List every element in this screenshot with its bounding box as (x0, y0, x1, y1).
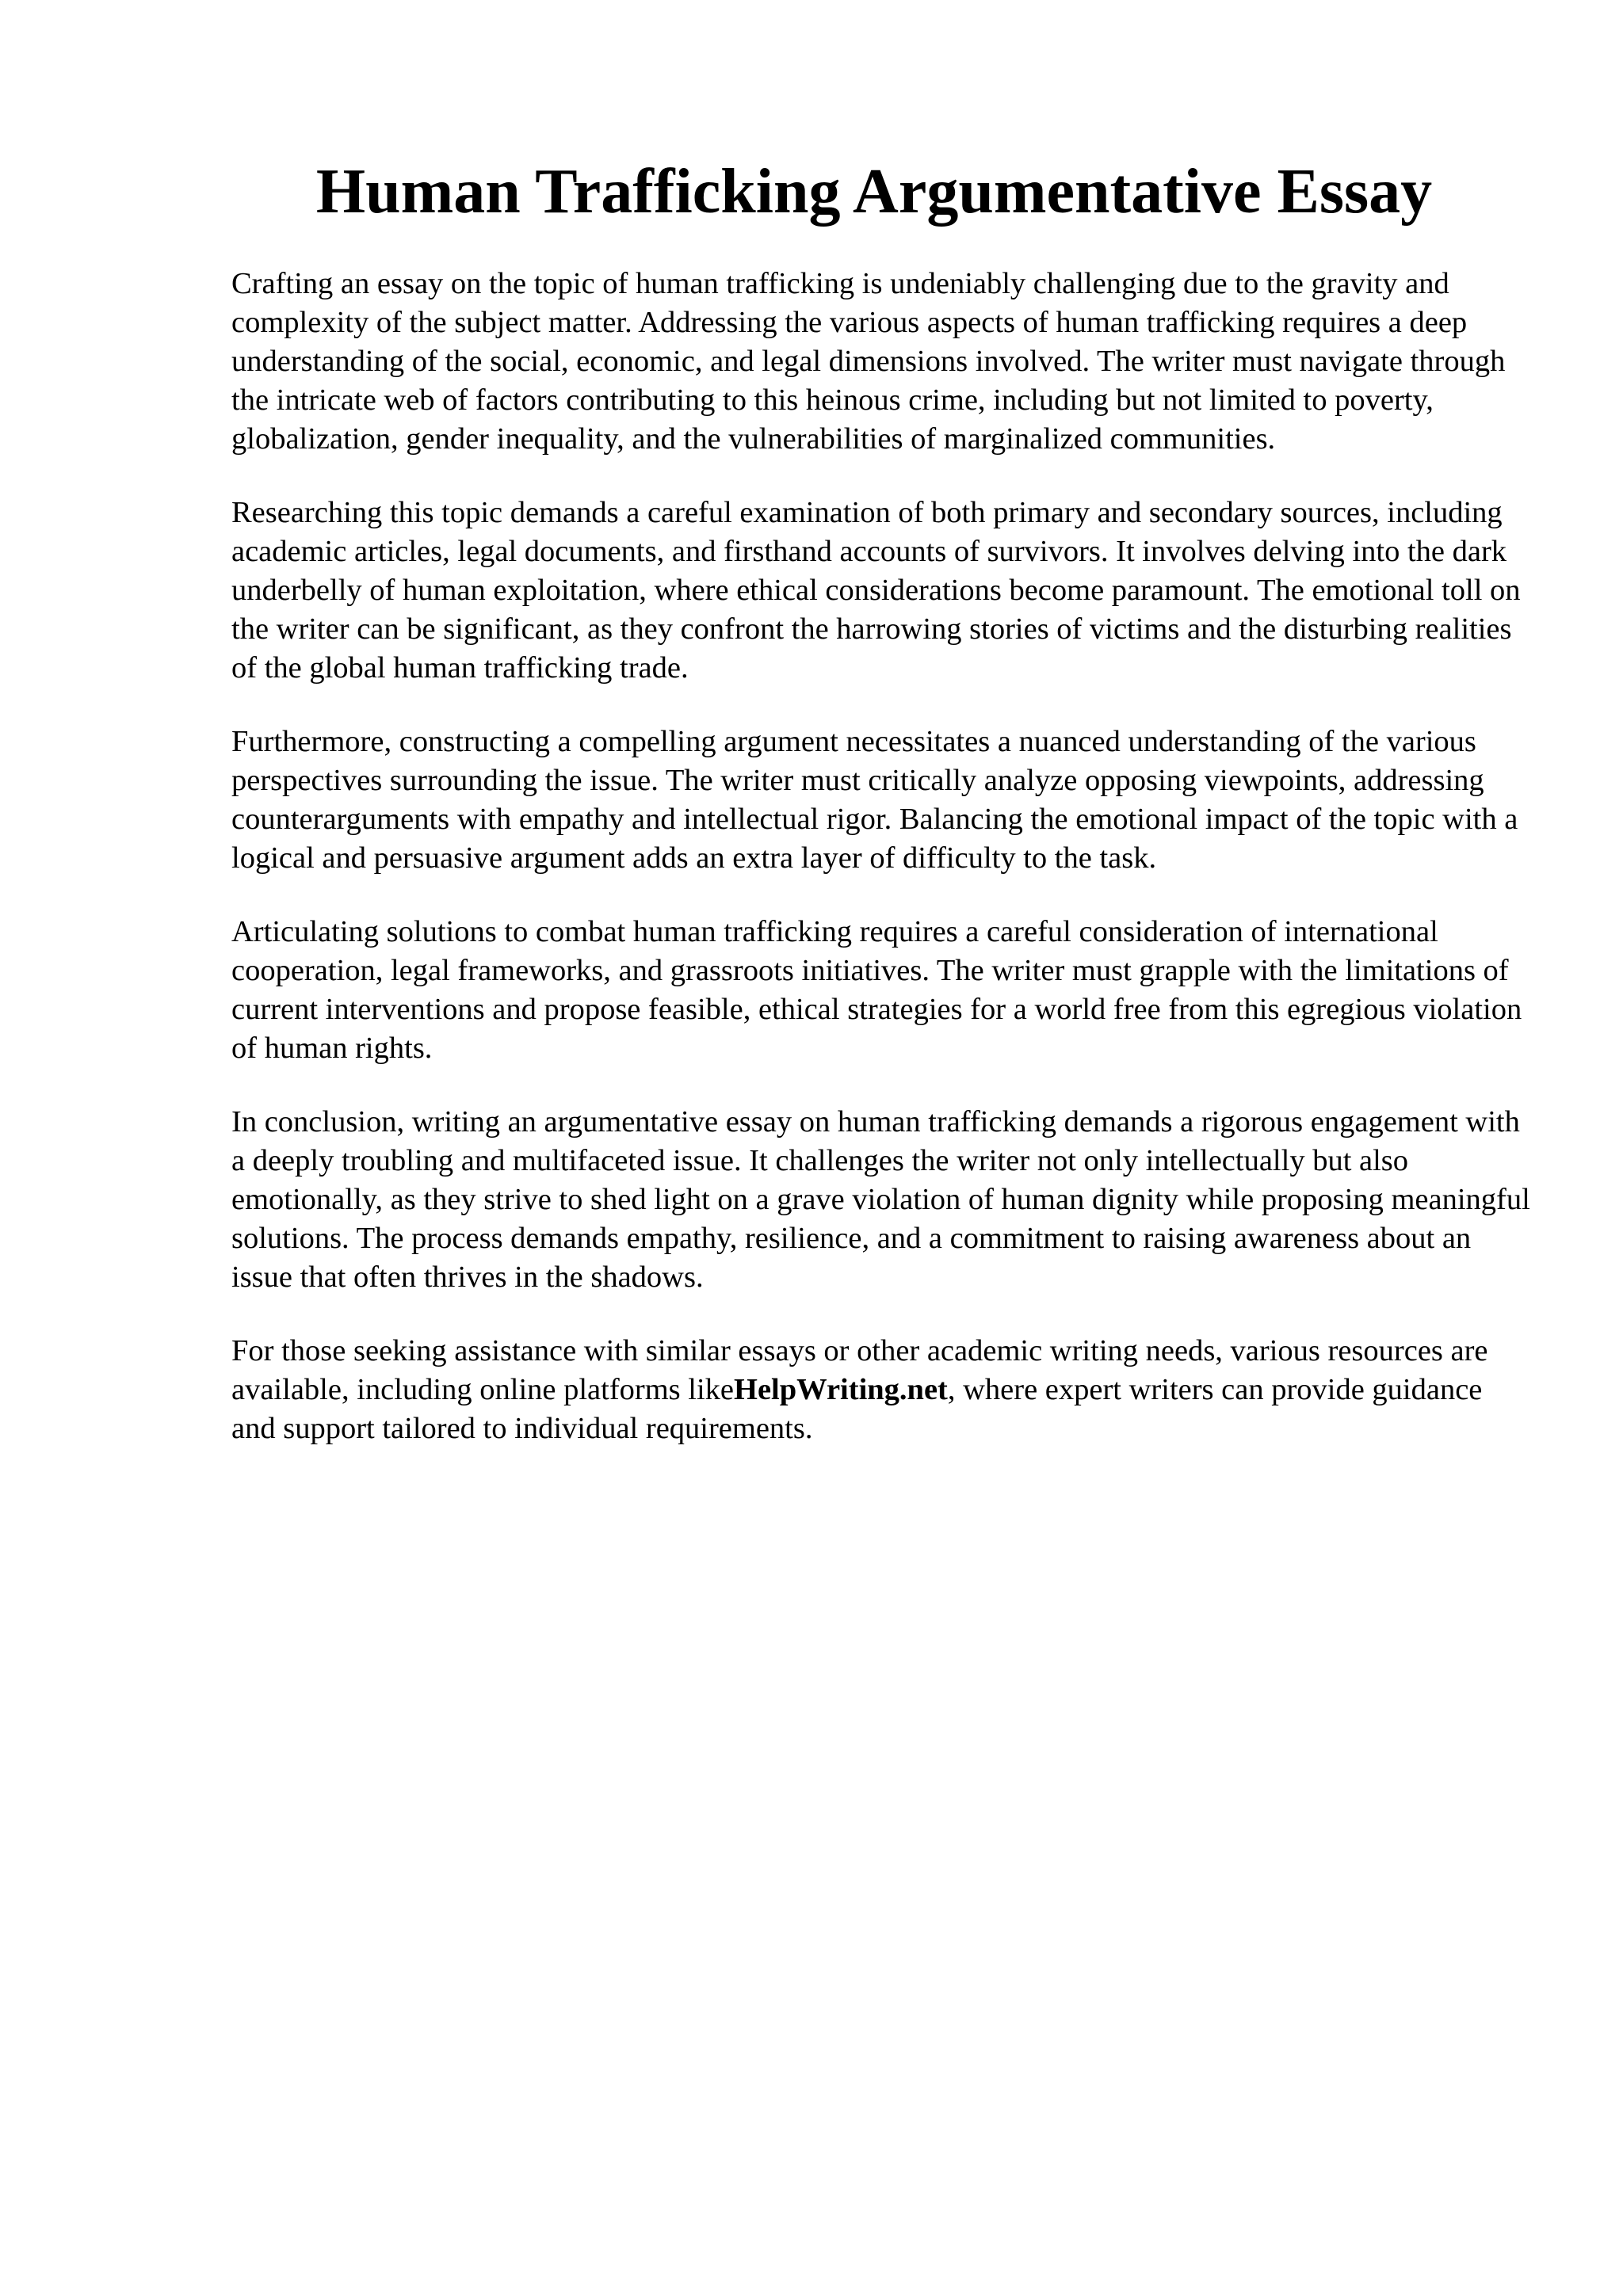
closing-text-after: , where expert writers can provide guidance and support tailored to individual requirements. (231, 1373, 1483, 1445)
paragraph-3: Furthermore, constructing a compelling argument necessitates a nuanced understanding of the various perspectives surrounding the issue. The writer must critically analyze opposing viewpoints, addressing counterarguments with empathy and intellectual rigor. Balancing the emotional impact of the topic with a logical and persuasive argument adds an extra layer of difficulty to the task. (231, 725, 1518, 875)
helpwriting-link[interactable]: HelpWriting.net (734, 1373, 948, 1406)
paragraph-5: In conclusion, writing an argumentative essay on human trafficking demands a rigorous engagement with a deeply troubling and multifaceted issue. It challenges the writer not only intellectually but also emotionally, as they strive to shed light on a grave violation of human dignity while proposing meaningful solutions. The process demands empathy, resilience, and a commitment to raising awareness about an issue that often thrives in the shadows. (231, 1105, 1530, 1294)
paragraph-2: Researching this topic demands a careful examination of both primary and secondary sources, including academic articles, legal documents, and firsthand accounts of survivors. It involves delving into the dark underbelly of human exploitation, where ethical considerations become paramount. The emotional toll on the writer can be significant, as they confront the harrowing stories of victims and the disturbing realities of the global human trafficking trade. (231, 496, 1521, 685)
document-title: Human Trafficking Argumentative Essay (315, 157, 1433, 227)
paragraph-4: Articulating solutions to combat human trafficking requires a careful consideration of international cooperation, legal frameworks, and grassroots initiatives. The writer must grapple with the limitations of current interventions and propose feasible, ethical strategies for a world free from this egregious violation of human rights. (231, 915, 1522, 1065)
document-body (231, 265, 1531, 1483)
closing-text-before: For those seeking assistance with similar essays or other academic writing needs, various resources are available, including online platforms like (231, 1334, 1488, 1406)
paragraph-closing (231, 1332, 1531, 1448)
paragraph-1: Crafting an essay on the topic of human trafficking is undeniably challenging due to the gravity and complexity of the subject matter. Addressing the various aspects of human trafficking requires a deep understanding of the social, economic, and legal dimensions involved. The writer must navigate through the intricate web of factors contributing to this heinous crime, including but not limited to poverty, globalization, gender inequality, and the vulnerabilities of marginalized communities. (231, 267, 1506, 456)
